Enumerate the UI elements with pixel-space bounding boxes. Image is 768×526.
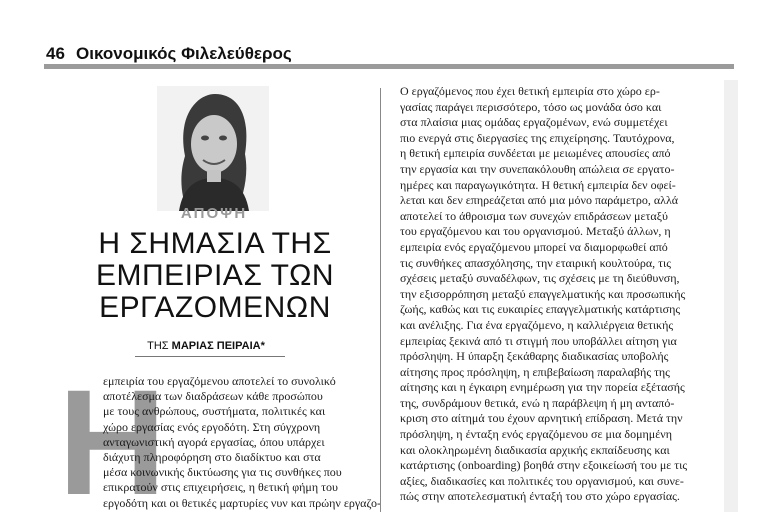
text-line: μέσα κοινωνικής δικτύωσης για τις συνθήκες που bbox=[103, 465, 342, 480]
text-line: σχέσεις μεταξύ συναδέλφων, τις σχέσεις με τη διεύθυνση, bbox=[400, 271, 680, 286]
left-column-text bbox=[103, 374, 381, 511]
headline-line: Η ΣΗΜΑΣΙΑ ΤΗΣ bbox=[98, 227, 332, 260]
drop-cap: Η bbox=[58, 358, 167, 526]
author-photo bbox=[157, 86, 269, 211]
header-rule bbox=[44, 64, 734, 69]
right-column-text bbox=[400, 84, 714, 505]
text-line: αίτησης και η έγκαιρη ενημέρωση για την πορεία εξέτασής bbox=[400, 380, 685, 395]
text-line: αξίες, διαδικασίες και πολιτικές του οργανισμού, και συνε- bbox=[400, 473, 684, 488]
byline-underline bbox=[135, 356, 285, 357]
text-line: εμπειρίας ξεκινά από τι στιγμή που υποβάλλει αίτηση για bbox=[400, 333, 677, 348]
text-line: πώς στην αποτελεσματική ένταξή του στο χώρο εργασίας. bbox=[400, 489, 680, 504]
text-line: της, συνδράμουν θετικά, ενώ η παράβλεψη ή μη ανταπό- bbox=[400, 395, 675, 410]
text-line: επικρατούν στις επιχειρήσεις, η θετική φήμη του bbox=[103, 480, 338, 495]
byline bbox=[96, 340, 316, 352]
text-line: εργοδότη και οι θετικές μαρτυρίες νυν και πρώην εργαζο- bbox=[103, 495, 381, 510]
text-line: λεται και δεν επηρεάζεται από μια μόνο παράμετρο, αλλά bbox=[400, 193, 679, 208]
text-line: ανταγωνιστική αγορά εργασίας, όπου υπάρχει bbox=[103, 434, 325, 449]
text-line: την εργασία και την συνεπακόλουθη απώλεια σε εργατο- bbox=[400, 161, 675, 176]
text-line: χώρο εργασίας ενός εργοδότη. Στη σύγχρονη bbox=[103, 419, 321, 434]
author-name: ΜΑΡΙΑΣ ΠΕΙΡΑΙΑ* bbox=[171, 340, 265, 352]
text-line: η θετική εμπειρία συνδέεται με μειωμένες απουσίες από bbox=[400, 146, 671, 161]
page-edge-shadow bbox=[724, 80, 738, 512]
text-line: γασίας παράγει περισσότερο, τόσο ως μονάδα όσο και bbox=[400, 99, 662, 114]
publication-name: Οικονομικός Φιλελεύθερος bbox=[76, 44, 292, 63]
column-divider bbox=[380, 88, 381, 512]
text-line: ζωής, καθώς και τις ευκαιρίες επαγγελματικής κατάρτισης bbox=[400, 302, 681, 317]
text-line: ημέρες και παραγωγικότητα. Η θετική εμπειρία δεν οφεί- bbox=[400, 177, 676, 192]
article-headline bbox=[70, 228, 360, 324]
opinion-kicker: ΑΠΟΨΗ bbox=[180, 205, 248, 222]
text-line: κριση στο αίτημά του έχουν αρνητική επίδραση. Μετά την bbox=[400, 411, 683, 426]
text-line: αίτησης προς πρόσληψη, η επιβεβαίωση παραλαβής της bbox=[400, 364, 670, 379]
text-line: εμπειρία ενός εργαζόμενου μπορεί να διαμορφωθεί από bbox=[400, 239, 668, 254]
text-line: πρόσληψη. Η ύπαρξη ξεκάθαρης διαδικασίας υποβολής bbox=[400, 349, 669, 364]
text-line: του εργαζόμενου και του οργανισμού. Μεταξύ άλλων, η bbox=[400, 224, 671, 239]
text-line: εμπειρία του εργαζόμενου αποτελεί το συνολικό bbox=[103, 374, 336, 388]
text-line: με τους ανθρώπους, συστήματα, πολιτικές και bbox=[103, 404, 326, 419]
text-line: Ο εργαζόμενος που έχει θετική εμπειρία στο χώρο ερ- bbox=[400, 84, 660, 98]
page-number: 46 bbox=[46, 44, 65, 63]
text-line: κατάρτισης (onboarding) βοηθά στην εξοικείωσή του με τις bbox=[400, 458, 688, 473]
text-line: διάχυτη πληροφόρηση στο διαδίκτυο και στα bbox=[103, 450, 321, 465]
headline-line: ΕΡΓΑΖΟΜΕΝΩΝ bbox=[99, 291, 331, 324]
text-line: αποτελεί το άθροισμα των συνεχών επιδράσεων μεταξύ bbox=[400, 208, 668, 223]
text-line: πιο ενεργά στις διεργασίες της επιχείρησης. Ταυτόχρονα, bbox=[400, 130, 675, 145]
author-portrait-icon bbox=[157, 86, 269, 211]
text-line: την εξισορρόπηση μεταξύ επαγγελματικής και προσωπικής bbox=[400, 286, 686, 301]
byline-prefix: ΤΗΣ bbox=[147, 340, 169, 352]
text-line: αποτέλεσμα των διαδράσεων κάθε προσώπου bbox=[103, 389, 323, 404]
headline-line: ΕΜΠΕΙΡΙΑΣ ΤΩΝ bbox=[95, 259, 335, 292]
text-line: στα πλαίσια μιας ομάδας εργαζομένων, ενώ συμμετέχει bbox=[400, 115, 668, 130]
text-line: πρόσληψη, η ένταξη ενός εργαζόμενου σε μια δομημένη bbox=[400, 427, 672, 442]
text-line: και ανέλιξης. Για ένα εργαζόμενο, η καλλιέργεια θετικής bbox=[400, 317, 674, 332]
text-line: και ολοκληρωμένη διαδικασία αρχικής εκπαίδευσης και bbox=[400, 442, 670, 457]
text-line: τις συνθήκες απασχόλησης, την εταιρική κουλτούρα, τις bbox=[400, 255, 671, 270]
